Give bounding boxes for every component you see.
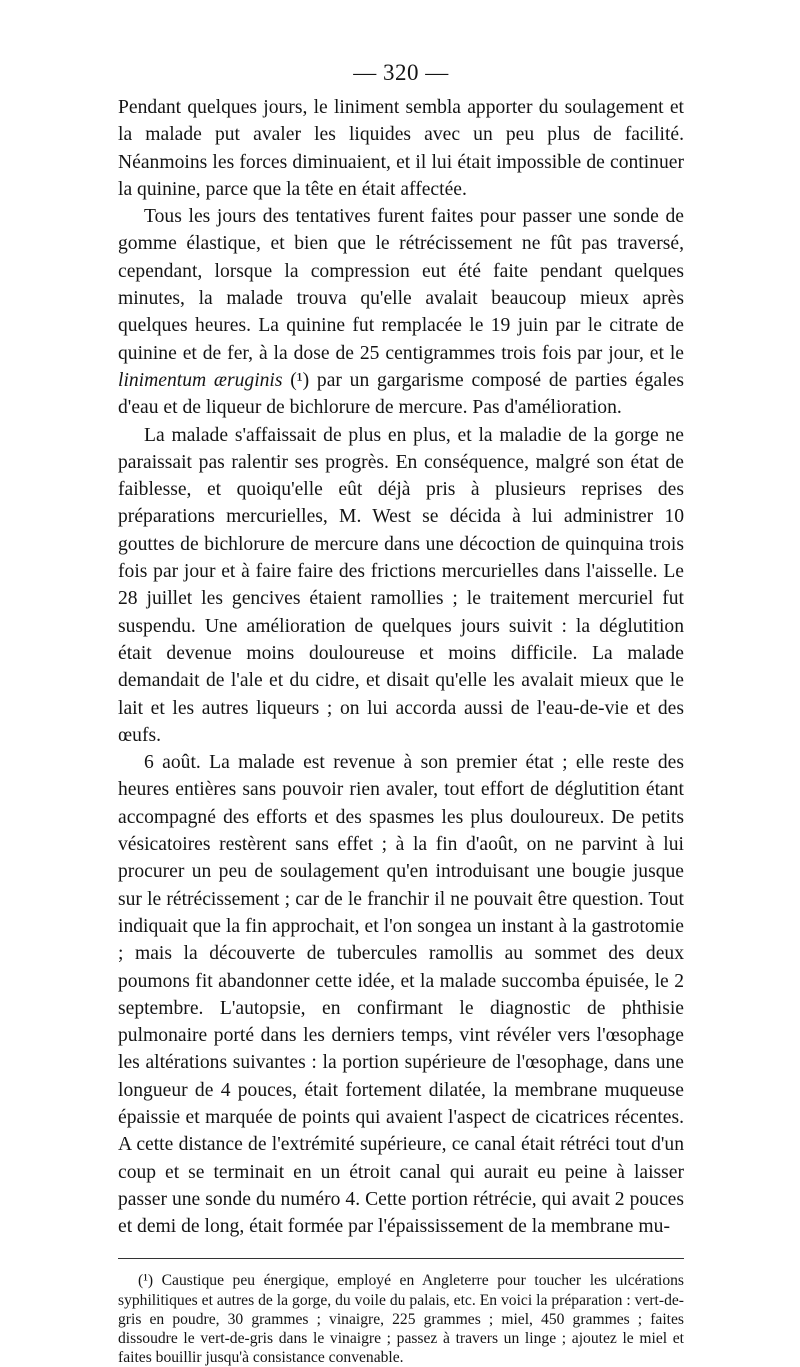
footnote-divider bbox=[118, 1258, 684, 1259]
paragraph-3: La malade s'affaissait de plus en plus, et la maladie de la gorge ne paraissait pas ralentir ses progrès. En conséquence, malgré son état de faiblesse, et quoiqu'elle eût déjà pris à plusieurs reprises des préparations mercurielles, M. West se décida à lui administrer 10 gouttes de bichlorure de mercure dans une décoction de quinquina trois fois par jour et à faire faire des frictions mercurielles dans l'aisselle. Le 28 juillet les gencives étaient ramollies ; le traitement mercuriel fut suspendu. Une amélioration de quelques jours suivit : la déglutition était devenue moins douloureuse et moins difficile. La malade demandait de l'ale et du cidre, et disait qu'elle les avalait mieux que le lait et les autres liqueurs ; on lui accorda aussi de l'eau-de-vie et des œufs. bbox=[118, 424, 684, 746]
footnote-reference: (¹) bbox=[290, 369, 310, 391]
paragraph-2 bbox=[118, 203, 684, 421]
body-text bbox=[118, 94, 684, 1240]
book-page bbox=[118, 58, 684, 1367]
paragraph-4: 6 août. La malade est revenue à son premier état ; elle reste des heures entières sans pouvoir rien avaler, tout effort de déglutition étant accompagné des efforts et des spasmes les plus douloureux. De petits vésicatoires restèrent sans effet ; à la fin d'août, on ne parvint à lui procurer un peu de soulagement qu'en introduisant une bougie jusque sur le rétrécissement ; car de le franchir il ne pouvait être question. Tout indiquait que la fin approchait, et l'on songea un instant à la gastrotomie ; mais la découverte de tubercules ramollis au sommet des deux poumons fit abandonner cette idée, et la malade succomba épuisée, le 2 septembre. L'autopsie, en confirmant le diagnostic de phthisie pulmonaire porté dans les derniers temps, vint révéler vers l'œsophage les altérations suivantes : la portion supérieure de l'œsophage, dans une longueur de 4 pouces, était fortement dilatée, la membrane muqueuse épaissie et marquée de points qui avaient l'aspect de cicatrices récentes. A cette distance de l'extrémité supérieure, ce canal était rétréci tout d'un coup et se terminait en un étroit canal qui aurait eu peine à laisser passer une sonde du numéro 4. Cette portion rétrécie, qui avait 2 pouces et demi de long, était formée par l'épaississement de la membrane mu- bbox=[118, 752, 684, 1238]
page-number: — 320 — bbox=[353, 60, 449, 85]
paragraph-2-text-start: Tous les jours des tentatives furent faites pour passer une sonde de gomme élastique, et bien que le rétrécissement ne fût pas traversé, cependant, lorsque la compression eut été faite pendant quelques minutes, la malade trouva qu'elle avalait beaucoup mieux après quelques heures. La quinine fut remplacée le 19 juin par le citrate de quinine et de fer, à la dose de 25 centigrammes trois fois par jour, et le bbox=[118, 206, 684, 364]
paragraph-2-italic-term: linimentum æruginis bbox=[118, 369, 283, 391]
paragraph-2-text-end: par un gargarisme composé de parties égales d'eau et de liqueur de bichlorure de mercure. Pas d'amélioration. bbox=[118, 369, 684, 419]
footnote: (¹) Caustique peu énergique, employé en Angleterre pour toucher les ulcérations syphilitiques et autres de la gorge, du voile du palais, etc. En voici la préparation : vert-de-gris en poudre, 30 grammes ; vinaigre, 225 grammes ; miel, 450 grammes ; faites dissoudre le vert-de-gris dans le vinaigre ; passez à travers un linge ; ajoutez le miel et faites bouillir jusqu'à consistance convenable. bbox=[118, 1272, 684, 1367]
paragraph-1: Pendant quelques jours, le liniment sembla apporter du soulagement et la malade put avaler les liquides avec un peu plus de facilité. Néanmoins les forces diminuaient, et il lui était impossible de continuer la quinine, parce que la tête en était affectée. bbox=[118, 97, 684, 200]
